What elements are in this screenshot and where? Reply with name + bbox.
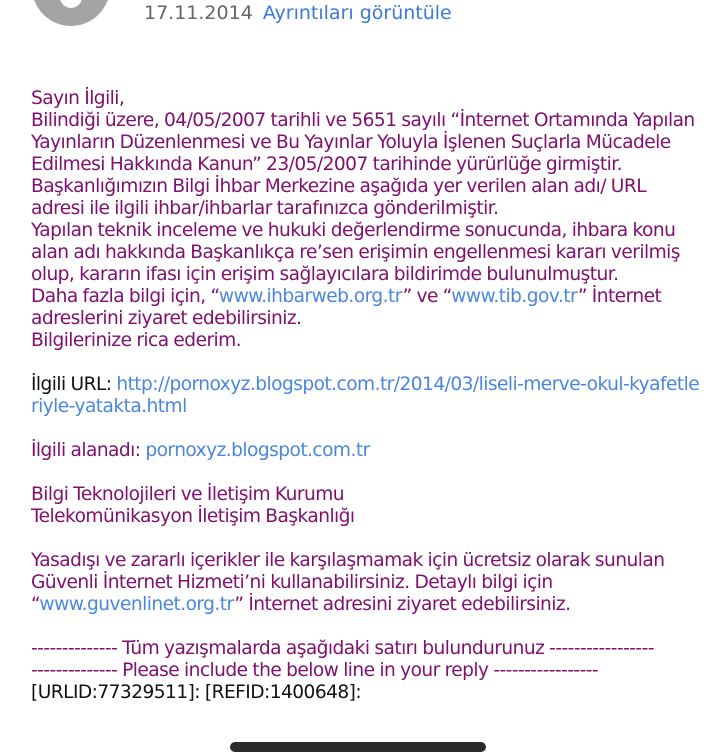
related-domain-label: İlgili alanadı: bbox=[31, 440, 146, 461]
related-domain-link[interactable]: pornoxyz.blogspot.com.tr bbox=[145, 440, 370, 461]
paragraph-decision: Yapılan teknik inceleme ve hukuki değerlendirme sonucunda, ihbara konu alan adı hakkında Başkanlıkça re’sen erişimin engellenmesi kararı verilmiş olup, kararın ifası için erişim sağlayıcılara bildirimde bulunulmuştur. bbox=[31, 220, 680, 285]
message-date: 17.11.2014 bbox=[144, 2, 253, 24]
sender-avatar bbox=[32, 0, 110, 26]
related-url bbox=[31, 374, 701, 418]
view-details-link[interactable]: Ayrıntıları görüntüle bbox=[262, 2, 452, 24]
guvenlinet-link[interactable]: www.guvenlinet.org.tr bbox=[39, 594, 235, 615]
tib-link[interactable]: www.tib.gov.tr bbox=[451, 286, 578, 307]
toast-bar bbox=[230, 742, 486, 752]
org-line-1: Bilgi Teknolojileri ve İletişim Kurumu bbox=[31, 484, 344, 505]
paragraph-law: Bilindiği üzere, 04/05/2007 tarihli ve 5651 sayılı “İnternet Ortamında Yapılan Yayınların Düzenlenmesi ve Bu Yayınlar Yoluyla İşlenen Suçlarla Mücadele Edilmesi Hakkında Kanun” 23/05/2007 tarihinde yürürlüğe girmiştir. bbox=[31, 110, 695, 175]
ihbarweb-link[interactable]: www.ihbarweb.org.tr bbox=[218, 286, 403, 307]
safe-internet-text: ” İnternet adresini ziyaret edebilirsiniz. bbox=[234, 594, 571, 615]
org-line-2: Telekomünikasyon İletişim Başkanlığı bbox=[31, 506, 355, 527]
message-meta bbox=[144, 2, 452, 24]
safe-internet-paragraph bbox=[31, 550, 701, 616]
person-icon bbox=[60, 0, 82, 8]
paragraph-more-info bbox=[31, 286, 701, 330]
more-info-text: ” İnternet adreslerini ziyaret edebilirsiniz. bbox=[31, 286, 662, 329]
reference-ids: [URLID:77329511]: [REFID:1400648]: bbox=[31, 682, 362, 703]
reference-line-en: -------------- Please include the below line in your reply ----------------- bbox=[31, 660, 599, 681]
related-url-link[interactable]: http://pornoxyz.blogspot.com.tr/2014/03/liseli-merve-okul-kyafetleriyle-yatakta.html bbox=[31, 374, 700, 417]
closing: Bilgilerinize rica ederim. bbox=[31, 330, 242, 351]
related-url-label: İlgili URL: bbox=[31, 374, 117, 395]
safe-internet-text: Yasadışı ve zararlı içerikler ile karşılaşmamak için ücretsiz olarak sunulan Güvenli İnternet Hizmeti’ni kullanabilirsiniz. Detaylı bilgi için “ bbox=[31, 550, 665, 615]
email-body bbox=[31, 88, 701, 704]
paragraph-report: Başkanlığımızın Bilgi İhbar Merkezine aşağıda yer verilen alan adı/ URL adresi ile ilgili ihbar/ihbarlar tarafınızca gönderilmiştir. bbox=[31, 176, 647, 219]
greeting: Sayın İlgili, bbox=[31, 88, 125, 109]
reference-line-tr: -------------- Tüm yazışmalarda aşağıdaki satırı bulundurunuz ----------------- bbox=[31, 638, 654, 659]
more-info-text: Daha fazla bilgi için, “ bbox=[31, 286, 219, 307]
related-domain bbox=[31, 440, 701, 462]
more-info-text: ” ve “ bbox=[402, 286, 452, 307]
